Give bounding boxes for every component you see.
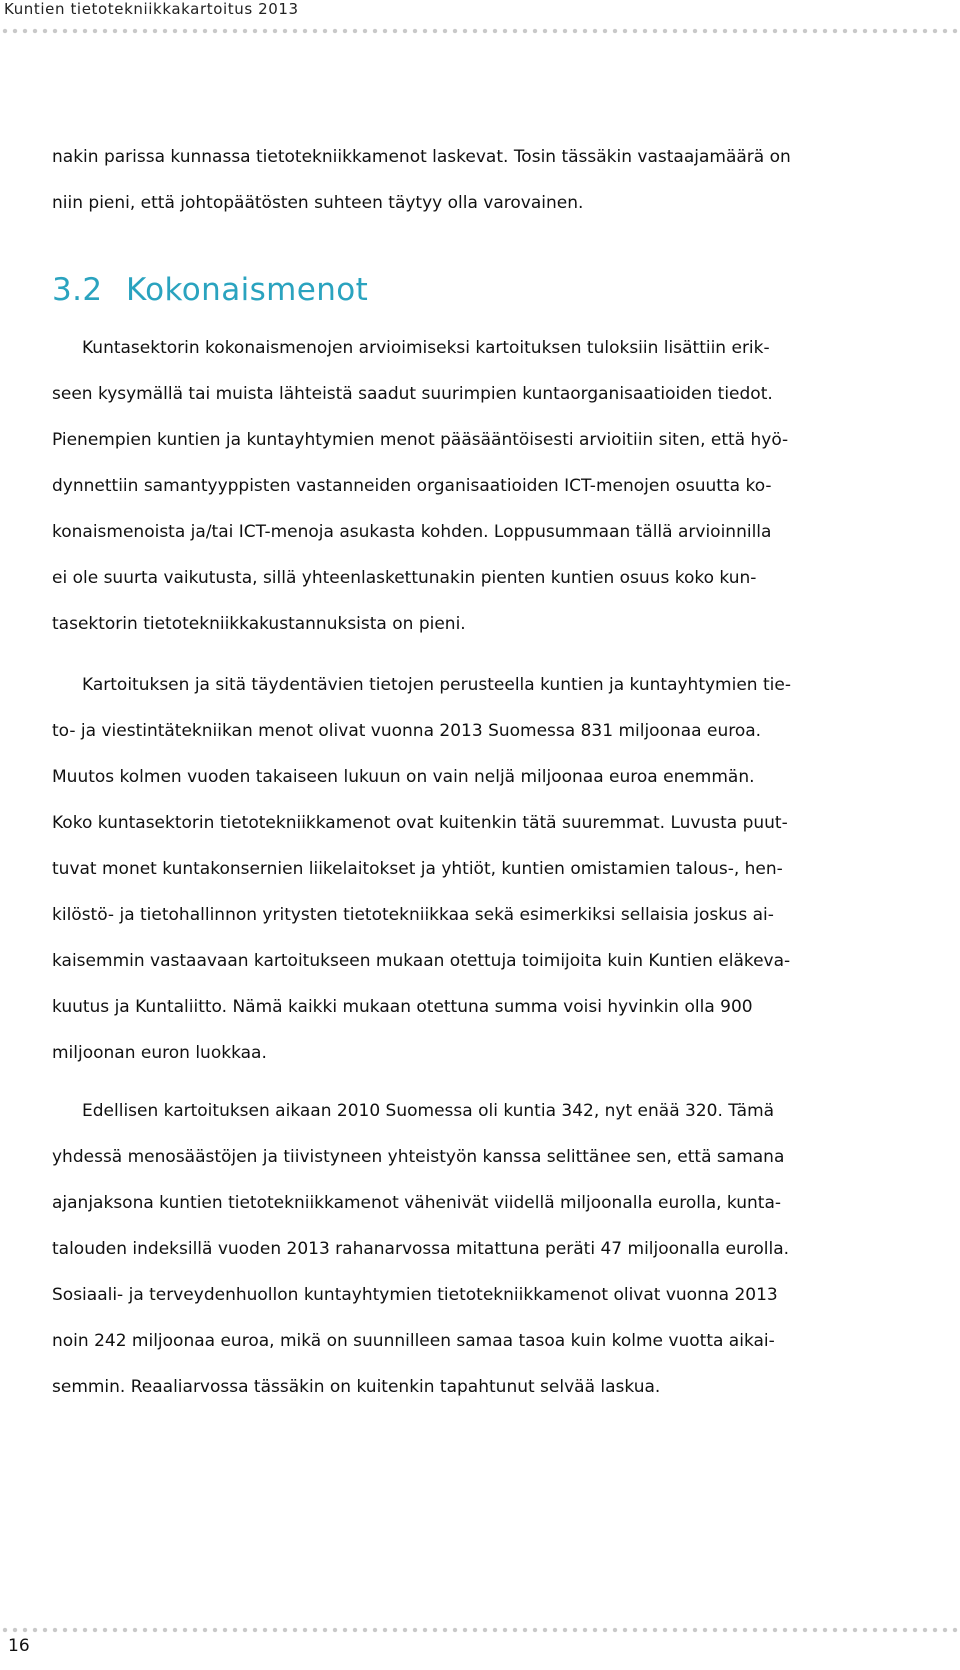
text-line: semmin. Reaaliarvossa tässäkin on kuitenkin tapahtunut selvää laskua.: [52, 1377, 661, 1397]
text-line: seen kysymällä tai muista lähteistä saadut suurimpien kuntaorganisaatioiden tiedot.: [52, 384, 773, 404]
text-line: kaisemmin vastaavaan kartoitukseen mukaan otettuja toimijoita kuin Kuntien eläkeva-: [52, 951, 791, 971]
text-line: nakin parissa kunnassa tietotekniikkamenot laskevat. Tosin tässäkin vastaajamäärä on: [52, 147, 791, 167]
paragraph-1: [52, 325, 912, 647]
header-dotted-rule: [0, 28, 960, 34]
text-line: Kuntasektorin kokonaismenojen arvioimiseksi kartoituksen tuloksiin lisättiin erik-: [82, 338, 770, 358]
text-line: kuutus ja Kuntaliitto. Nämä kaikki mukaan otettuna summa voisi hyvinkin olla 900: [52, 997, 753, 1017]
text-line: konaismenoista ja/tai ICT-menoja asukasta kohden. Loppusummaan tällä arvioinnilla: [52, 522, 772, 542]
text-line: Edellisen kartoituksen aikaan 2010 Suomessa oli kuntia 342, nyt enää 320. Tämä: [82, 1101, 775, 1121]
text-line: tasektorin tietotekniikkakustannuksista on pieni.: [52, 614, 466, 634]
footer-dotted-rule: [0, 1627, 960, 1633]
text-line: Sosiaali- ja terveydenhuollon kuntayhtymien tietotekniikkamenot olivat vuonna 2013: [52, 1285, 778, 1305]
text-line: yhdessä menosäästöjen ja tiivistyneen yhteistyön kanssa selittänee sen, että samana: [52, 1147, 785, 1167]
text-line: miljoonan euron luokkaa.: [52, 1043, 267, 1063]
running-header: Kuntien tietotekniikkakartoitus 2013: [4, 0, 299, 18]
section-title: Kokonaismenot: [126, 272, 369, 308]
section-number: 3.2: [52, 272, 103, 308]
text-line: Koko kuntasektorin tietotekniikkamenot ovat kuitenkin tätä suuremmat. Luvusta puut-: [52, 813, 788, 833]
text-line: niin pieni, että johtopäätösten suhteen täytyy olla varovainen.: [52, 193, 584, 213]
paragraph-3: [52, 1088, 912, 1410]
text-line: tuvat monet kuntakonsernien liikelaitokset ja yhtiöt, kuntien omistamien talous-, hen-: [52, 859, 783, 879]
text-line: talouden indeksillä vuoden 2013 rahanarvossa mitattuna peräti 47 miljoonalla eurolla.: [52, 1239, 790, 1259]
text-line: Pienempien kuntien ja kuntayhtymien menot pääsääntöisesti arvioitiin siten, että hyö-: [52, 430, 789, 450]
text-line: kilöstö- ja tietohallinnon yritysten tietotekniikkaa sekä esimerkiksi sellaisia joskus ai-: [52, 905, 774, 925]
text-line: to- ja viestintätekniikan menot olivat vuonna 2013 Suomessa 831 miljoonaa euroa.: [52, 721, 762, 741]
text-line: Kartoituksen ja sitä täydentävien tietojen perusteella kuntien ja kuntayhtymien tie-: [82, 675, 791, 695]
intro-paragraph: [52, 134, 912, 226]
text-line: ei ole suurta vaikutusta, sillä yhteenlaskettunakin pienten kuntien osuus koko kun-: [52, 568, 757, 588]
page-number: 16: [8, 1636, 30, 1656]
paragraph-2: [52, 662, 912, 1076]
text-line: Muutos kolmen vuoden takaiseen lukuun on vain neljä miljoonaa euroa enemmän.: [52, 767, 755, 787]
section-heading: [52, 272, 368, 308]
text-line: dynnettiin samantyyppisten vastanneiden organisaatioiden ICT-menojen osuutta ko-: [52, 476, 772, 496]
text-line: ajanjaksona kuntien tietotekniikkamenot vähenivät viidellä miljoonalla eurolla, kunta-: [52, 1193, 782, 1213]
text-line: noin 242 miljoonaa euroa, mikä on suunnilleen samaa tasoa kuin kolme vuotta aikai-: [52, 1331, 775, 1351]
